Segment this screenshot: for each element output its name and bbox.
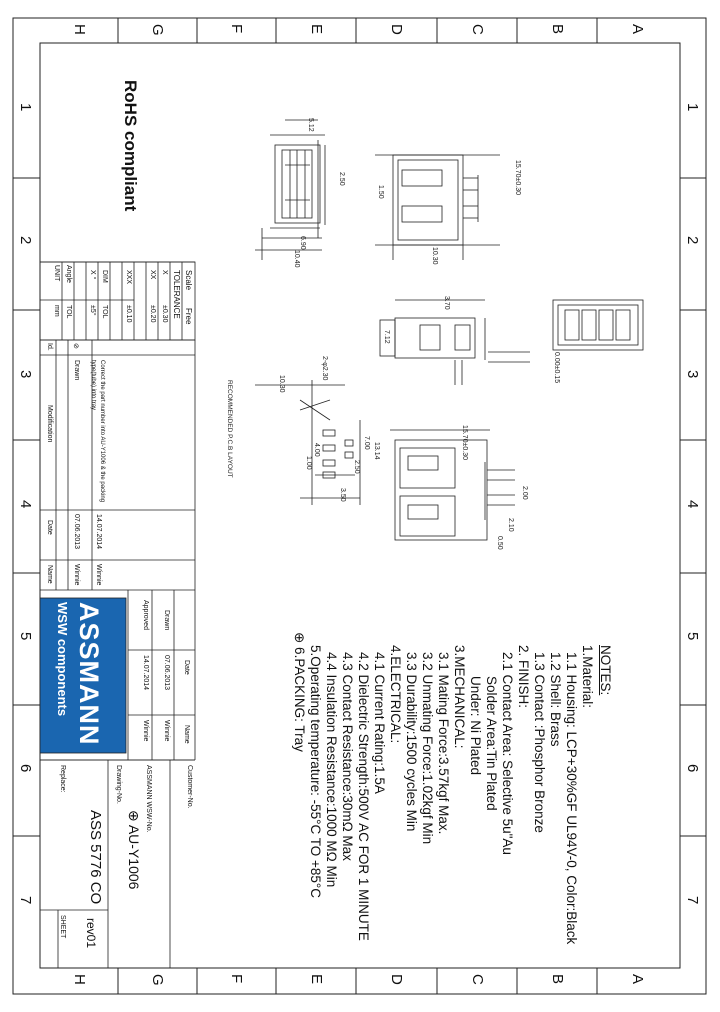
note-line: 1.3 Contact :Phosphor Bronze [532,652,547,833]
connector-top-view [375,155,500,260]
tol-row-label: UNIT [53,265,60,282]
connector-end-view [553,300,643,350]
wsw-no-value: ⊕ AU-Y1006 [126,810,142,890]
zone-bottom-d: D [388,974,405,985]
tol-row-value: mm [53,305,60,317]
zone-bottom-e: E [308,974,325,985]
zone-left-6: 6 [17,764,34,773]
note-line: 4.1 Current Rating:1.5A [372,652,387,794]
zone-bottom-c: C [469,974,486,985]
zone-left-7: 7 [17,896,34,905]
revision-0-name: Winnie [73,564,80,586]
note-line: Solder Area:Tin Plated [484,676,499,811]
rohs-label: RoHS compliant [121,80,140,212]
zone-right-1: 1 [684,103,701,112]
customer-no-label: Customer-No. [186,765,193,809]
scale-label: Scale [184,270,193,291]
revision-1-date: 14.07.2014 [95,514,102,550]
zone-top-a: A [629,24,646,35]
revision-0-text: Drawn [73,360,80,381]
zone-right-4: 4 [684,500,701,509]
wsw-no-label: ASSMANN WSW-No. [145,765,152,833]
dim-label: 0.50 [496,536,503,550]
zone-bottom-g: G [149,974,166,986]
dim-label: 10.30 [431,247,438,265]
note-line: 2.1 Contact Area: Selective 5u"Au [500,652,515,855]
note-line: 4.4 Insulation Resistance:1000 MΩ Min [324,652,339,888]
dim-label: 13.14 [373,442,380,460]
revision-name-header: Name [46,565,53,584]
tol-row-label: Angle [65,265,72,283]
tol-row-value: ±0.10 [125,305,132,323]
dim-label: 15.70±0.30 [461,425,468,460]
revision-0-date: 07.06.2013 [73,514,80,550]
zone-top-e: E [308,24,325,35]
revision-id-header: Id. [46,343,53,351]
sheet-label: SHEET [59,915,66,939]
connector-front-view [380,300,530,385]
note-line: 1.2 Shell: Brass [548,652,563,747]
zone-top-b: B [549,24,566,35]
revision-0-symbol: ⊘ [72,343,79,349]
dim-label: 2.10 [507,518,514,532]
tolerance-label: TOLERANCE [172,270,181,319]
dim-label: 3.50 [339,488,346,502]
zone-right-3: 3 [684,370,701,379]
brand-name: ASSMANN [74,602,104,746]
dim-label: 3.70 [443,296,450,310]
zone-top-d: D [388,24,405,35]
zone-left-4: 4 [17,500,34,509]
note-line: 4.ELECTRICAL: [388,645,403,744]
zone-top-c: C [469,24,486,35]
dim-label: 0.00±0.15 [553,352,560,384]
note-line: 4.3 Contact Resistance:30mΩ Max [340,652,355,861]
zone-left-3: 3 [17,370,34,379]
connector-bottom-view [390,430,515,540]
replace-label: Replace: [59,765,66,793]
pcb-layout-drawing [255,380,360,505]
note-line: 2. FINISH: [516,645,531,709]
note-line: 1.1 Housing: LCP+30%GF UL94V-0, Color:Black [564,652,579,945]
dim-label: 2-φ2.30 [321,356,328,381]
dim-label: 10.40 [293,250,300,268]
revision-value: rev01 [84,918,98,949]
zone-left-5: 5 [17,632,34,641]
note-line: 5.Operating temperature: -55°C TO +85°C [308,645,323,899]
notes-heading: NOTES: [598,645,613,696]
dim-label: 5.12 [307,118,314,132]
tol-row-label: XX [149,270,156,280]
approval-drawn-date: 07.06.2013 [163,655,170,691]
tol-row-value: TOL [101,305,108,319]
tol-row-label: X ° [89,270,96,280]
zone-left-2: 2 [17,236,34,245]
zone-bottom-a: A [629,974,646,985]
dim-label: 15.70±0.30 [514,160,521,195]
note-line: Under: Ni Plated [468,676,483,776]
approval-name-header: Name [183,725,190,744]
zone-right-6: 6 [684,764,701,773]
scale-value: Free [184,308,193,325]
approval-drawn-name: Winnie [163,720,170,742]
zone-left-1: 1 [17,103,34,112]
zone-right-2: 2 [684,236,701,245]
approval-date-header: Date [183,660,190,675]
dim-label: 10.30 [278,375,285,393]
brand-sub: WSW components [55,602,70,717]
zone-bottom-h: H [71,974,88,985]
tol-row-value: ±0.30 [161,305,168,323]
zone-top-f: F [228,24,245,34]
dim-label: 2.50 [353,460,360,474]
zone-right-5: 5 [684,632,701,641]
connector-side-view [255,120,325,260]
zone-top-h: H [71,24,88,35]
approval-approved-label: Approved [142,600,149,630]
note-line: 4.2 Dielectric Strength:500V AC FOR 1 MINUTE [356,652,371,941]
tol-row-value: TOL [65,305,72,319]
approval-approved-name: Winnie [142,720,149,742]
dim-label: 4.00 [313,443,320,457]
approval-approved-date: 14.07.2014 [142,655,149,691]
tol-row-label: X [161,270,168,275]
note-line: 3.MECHANICAL: [452,645,467,749]
dim-label: 1.50 [377,185,384,199]
dim-label: 1.00 [305,456,312,470]
dim-label: 7.12 [383,330,390,344]
zone-top-g: G [149,24,166,36]
note-line: 3.3 Durability:1500 cycles Min [404,652,419,832]
tol-row-label: DIM [101,270,108,283]
dim-label: 7.00 [363,436,370,450]
note-line: 3.2 Unmating Force:1.02kgf Min [420,652,435,845]
revision-1-text: Correct the part number into AU-Y1006 & the packing type(tube) into tray [90,360,105,503]
dim-label: 2.50 [338,172,345,186]
approval-drawn-label: Drawn [163,610,170,631]
note-line: ⊕ 6.PACKING: Tray [292,632,307,752]
zone-bottom-b: B [549,974,566,985]
tol-row-value: ±5° [89,305,96,316]
note-line: 1.Material: [580,645,595,709]
revision-1-name: Winnie [95,564,102,586]
pcb-layout-label: RECOMMENDED P.C.B LAYOUT [226,380,233,478]
tol-row-value: ±0.20 [149,305,156,323]
dim-label: 2.00 [521,486,528,500]
dim-label: 6.90 [299,236,306,250]
drawing-no-label: Drawing-No. [115,765,122,804]
revision-modification-header: Modification [46,405,53,443]
revision-date-header: Date [46,520,53,535]
note-line: 3.1 Mating Force:3.57kgf Max. [436,652,451,835]
zone-bottom-f: F [228,974,245,984]
tol-row-label: XXX [125,270,132,285]
drawing-no-value: ASS 5776 CO [87,810,104,905]
zone-right-7: 7 [684,896,701,905]
